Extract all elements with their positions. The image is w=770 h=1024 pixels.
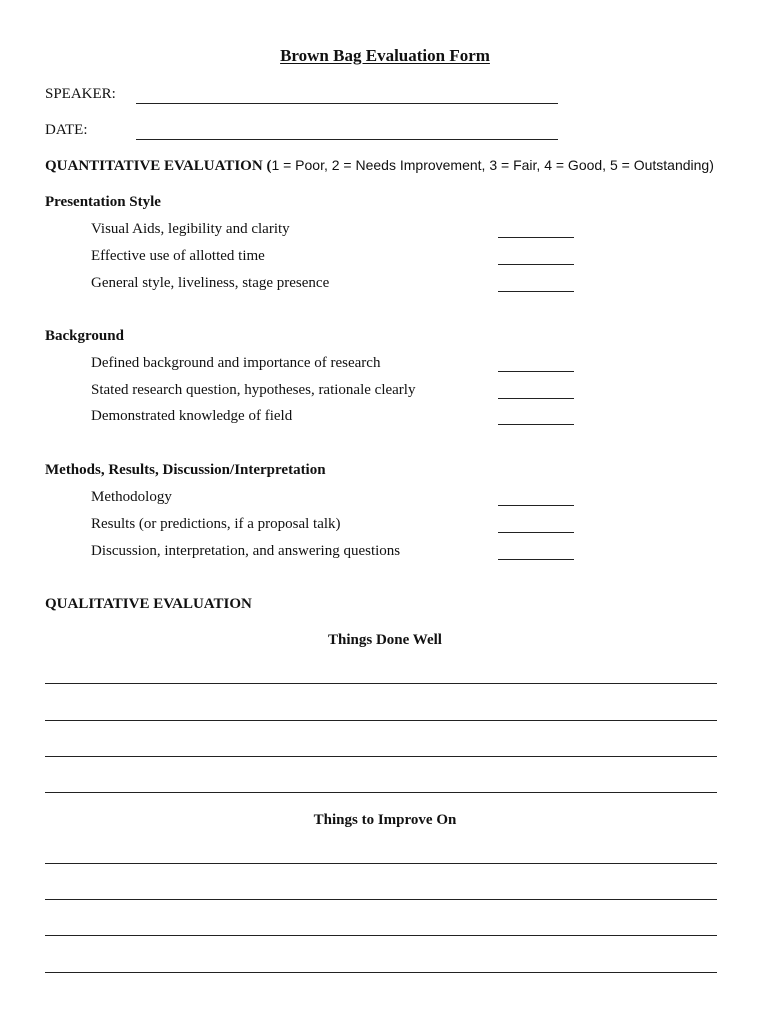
rating-blank[interactable] [498, 559, 574, 560]
rating-blank[interactable] [498, 291, 574, 292]
comment-line[interactable] [45, 972, 717, 973]
section-heading-methods: Methods, Results, Discussion/Interpretation [45, 462, 326, 478]
quantitative-heading: QUANTITATIVE EVALUATION [45, 158, 263, 174]
things-to-improve-heading: Things to Improve On [313, 812, 457, 828]
comment-line[interactable] [45, 720, 717, 721]
rating-blank[interactable] [498, 264, 574, 265]
qualitative-heading: QUALITATIVE EVALUATION [45, 596, 252, 612]
rating-blank[interactable] [498, 237, 574, 238]
rating-item-label: Methodology [91, 489, 172, 505]
rating-blank[interactable] [498, 505, 574, 506]
rating-blank[interactable] [498, 532, 574, 533]
rating-item-label: Discussion, interpretation, and answering questions [91, 543, 401, 559]
rating-blank[interactable] [498, 398, 574, 399]
rating-scale-legend: 1 = Poor, 2 = Needs Improvement, 3 = Fair, 4 = Good, 5 = Outstanding) [271, 157, 714, 173]
comment-line[interactable] [45, 863, 717, 864]
rating-item-label: General style, liveliness, stage presence [91, 275, 330, 291]
form-title: Brown Bag Evaluation Form [280, 46, 490, 65]
rating-item-label: Stated research question, hypotheses, rationale clearly [91, 382, 416, 398]
rating-item-label: Defined background and importance of research [91, 355, 381, 371]
quantitative-heading-row [45, 157, 714, 175]
comment-line[interactable] [45, 899, 717, 900]
rating-item-label: Effective use of allotted time [91, 248, 265, 264]
rating-blank[interactable] [498, 371, 574, 372]
comment-line[interactable] [45, 792, 717, 793]
comment-line[interactable] [45, 935, 717, 936]
rating-item-label: Demonstrated knowledge of field [91, 408, 293, 424]
section-heading-presentation-style: Presentation Style [45, 194, 161, 210]
speaker-field[interactable] [136, 103, 558, 104]
things-done-well-heading: Things Done Well [328, 632, 442, 648]
rating-blank[interactable] [498, 424, 574, 425]
rating-item-label: Results (or predictions, if a proposal talk) [91, 516, 341, 532]
speaker-label: SPEAKER: [45, 86, 116, 102]
comment-line[interactable] [45, 756, 717, 757]
comment-line[interactable] [45, 683, 717, 684]
scale-open-paren: ( [266, 158, 272, 174]
date-field[interactable] [136, 139, 558, 140]
date-label: DATE: [45, 122, 88, 138]
rating-item-label: Visual Aids, legibility and clarity [91, 221, 290, 237]
section-heading-background: Background [45, 328, 124, 344]
